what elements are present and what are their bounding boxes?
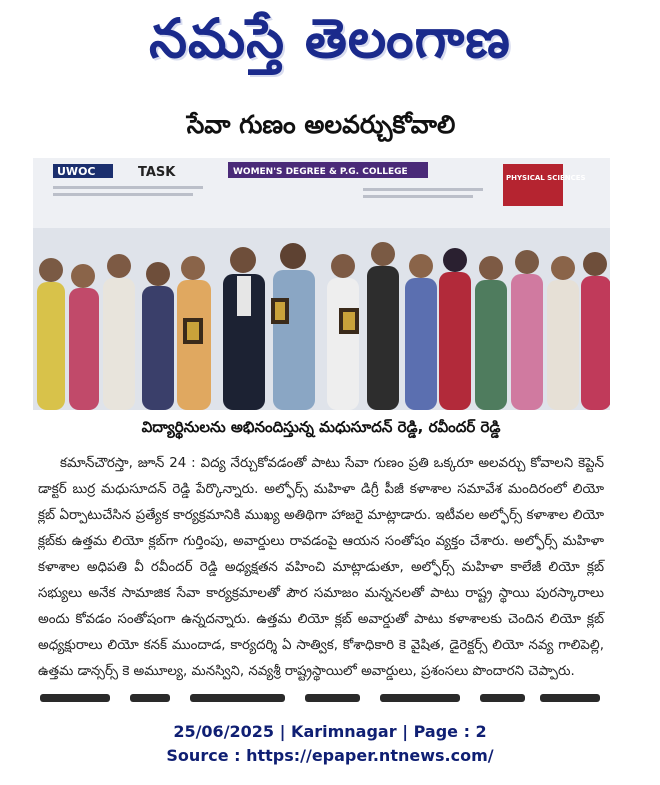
- article-body-paragraph: కమాన్‌చౌరస్తా, జూన్ 24 : విద్య నేర్చుకోవడంతో పాటు సేవా గుణం ప్రతి ఒక్కరూ అలవర్చు కోవాలని కెప్టెన్ డాక్టర్ బుర్ర మధుసూదన్ రెడ్డి పేర్కొన్నారు. అల్ఫోర్స్ మహిళా డిగ్రీ పీజీ కళాశాల సమావేశ మందిరంలో లియో క్లబ్ ఏర్పాటుచేసిన ప్రత్యేక కార్యక్రమానికి ముఖ్య అతిథిగా హాజరై మాట్లాడారు. ఇటీవల అల్ఫోర్స్ కళాశాల లియో క్లబ్‌కు ఉత్తమ లియో క్లబ్‌గా గుర్తింపు, అవార్డులు రావడంపై ఆయన సంతోషం వ్యక్తం చేశారు. అల్ఫోర్స్ మహిళా కళాశాల అధిపతి వీ రవీందర్ రెడ్డి అధ్యక్షతన వహించి మాట్లాడుతూ, అల్ఫోర్స్ మహిళా కాలేజీ లియో క్లబ్ సభ్యులు అనేక సామాజిక సేవా కార్యక్రమాలతో పౌర సమాజం మన్ననలతో పాటు రాష్ట్ర స్థాయి పురస్కారాలు అందు కోవడం సంతోషంగా ఉన్నదన్నారు. ఉత్తమ లియో క్లబ్ అవార్డుతో పాటు కళాశాలకు చెందిన లియో క్లబ్ అధ్యక్షురాలు లియో కనక్ ముందాడ, కార్యదర్శి ఏ సాత్విక, కోశాధికారి కె వైషిత, డైరెక్టర్స్ లియో నవ్య గాలిపెల్లి, ఉత్తమ డాన్సర్స్ కె అమూల్య, మనస్విని, నవ్యశ్రీ రాష్ట్రస్థాయిలో అవార్డులు, ప్రశంసలు పొందారని చెప్పారు.: [38, 456, 604, 679]
- article-headline: సేవా గుణం అలవర్చుకోవాలి: [186, 110, 456, 139]
- group-photo-illustration: [33, 158, 610, 410]
- photo-caption: విద్యార్థినులను అభినందిస్తున్న మధుసూదన్ రెడ్డి, రవీందర్ రెడ్డి: [141, 418, 501, 436]
- article-body: [38, 451, 604, 685]
- banner-text-physical-sciences: PHYSICAL SCIENCES: [506, 174, 586, 182]
- footer: [0, 720, 660, 768]
- banner-text-task: TASK: [138, 165, 176, 180]
- article-clipping: [32, 96, 610, 706]
- banner-text-uwoc: UWOC: [57, 165, 96, 178]
- article-photo: [33, 158, 610, 410]
- newspaper-masthead: నమస్తే తెలంగాణ: [149, 7, 511, 70]
- source-line: Source : https://epaper.ntnews.com/: [166, 746, 494, 765]
- clipping-cut-edge: [40, 692, 600, 704]
- date-edition-page-line: 25/06/2025 | Karimnagar | Page : 2: [173, 722, 487, 741]
- banner-text-college: WOMEN'S DEGREE & P.G. COLLEGE: [233, 167, 408, 177]
